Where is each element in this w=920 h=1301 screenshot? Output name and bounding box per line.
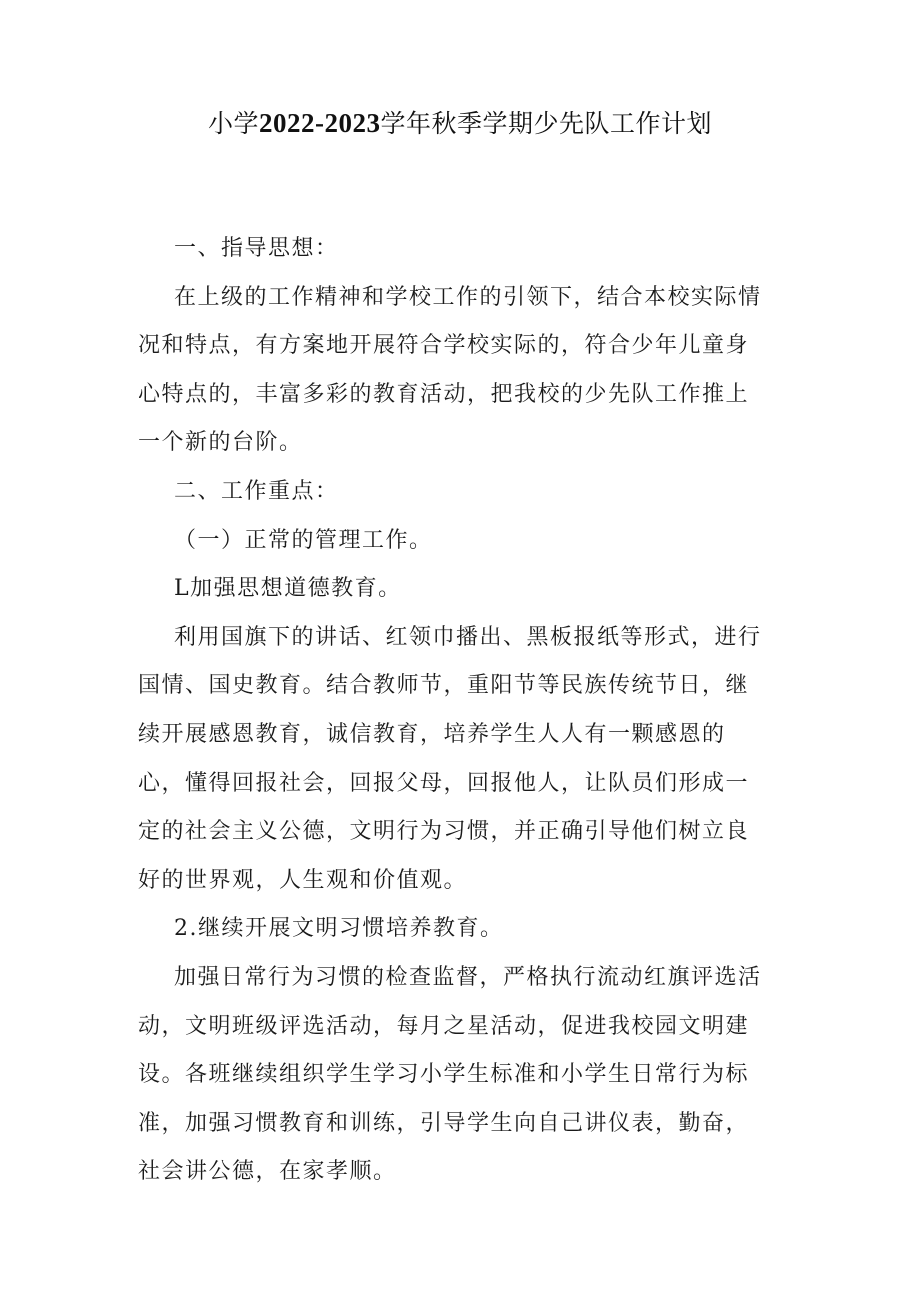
paragraph-guiding-thought: 在上级的工作精神和学校工作的引领下，结合本校实际情况和特点，有方案地开展符合学校实际的，符合少年儿童身心特点的，丰富多彩的教育活动，把我校的少先队工作推上一个新的台阶。 [138,284,762,456]
document-body [138,225,768,1197]
title-prefix: 小学 [207,109,259,138]
paragraph-moral-education: 利用国旗下的讲话、红领巾播出、黑板报纸等形式，进行国情、国史教育。结合教师节，重阳节等民族传统节日，继续开展感恩教育，诚信教育，培养学生人人有一颗感恩的心，懂得回报社会，回报父母，回报他人，让队员们形成一定的社会主义公德，文明行为习惯，并正确引导他们树立良好的世界观，人生观和价值观。 [138,624,762,893]
document-title [0,103,920,144]
subheading-routine-management: （一）正常的管理工作。 [174,527,433,553]
item-heading-moral-education: L加强思想道德教育。 [174,576,402,602]
paragraph-civilized-habits: 加强日常行为习惯的检查监督，严格执行流动红旗评选活动，文明班级评选活动，每月之星活动，促进我校园文明建设。各班继续组织学生学习小学生标准和小学生日常行为标准，加强习惯教育和训练，引导学生向自己讲仪表，勤奋，社会讲公德，在家孝顺。 [138,964,762,1185]
item-heading-civilized-habits: 2.继续开展文明习惯培养教育。 [174,916,504,942]
section-heading-guiding-thought: 一、指导思想： [174,236,339,261]
title-suffix: 学年秋季学期少先队工作计划 [380,109,713,138]
title-years: 2022-2023 [259,108,381,138]
section-heading-work-focus: 二、工作重点： [174,478,339,504]
